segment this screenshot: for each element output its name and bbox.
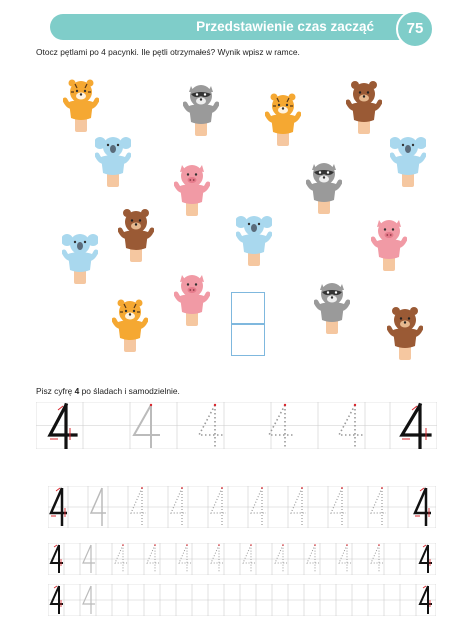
answer-box-bottom[interactable] — [231, 323, 265, 356]
puppet-pig — [174, 272, 210, 326]
writing-row-free[interactable] — [48, 584, 436, 616]
answer-box-top[interactable] — [231, 292, 265, 325]
task2-instruction-before: Pisz cyfrę — [36, 386, 75, 396]
puppet-tiger — [112, 298, 148, 352]
answer-frame[interactable] — [231, 292, 265, 358]
puppet-bear — [118, 208, 154, 262]
page-title: Przedstawienie czas zacząć — [196, 19, 374, 34]
tracing-row-medium[interactable] — [48, 486, 436, 528]
puppet-pig — [174, 162, 210, 216]
puppet-bear — [346, 80, 382, 134]
puppet-koala — [62, 230, 98, 284]
puppet-tiger — [63, 78, 99, 132]
puppet-raccoon — [306, 160, 342, 214]
tracing-row-small[interactable] — [48, 543, 436, 575]
puppet-koala — [95, 133, 131, 187]
task2-instruction — [36, 386, 180, 396]
puppet-bear — [387, 306, 423, 360]
task2-digit: 4 — [74, 386, 80, 396]
page-number-badge: 75 — [396, 10, 434, 48]
page-header — [50, 14, 434, 40]
puppet-raccoon — [183, 82, 219, 136]
puppet-pig — [371, 217, 407, 271]
task2-instruction-after: po śladach i samodzielnie. — [79, 386, 180, 396]
task1-instruction: Otocz pętlami po 4 pacynki. Ile pętli otrzymałeś? Wynik wpisz w ramce. — [36, 47, 300, 57]
puppet-tiger — [265, 92, 301, 146]
puppet-koala — [236, 212, 272, 266]
puppet-raccoon — [314, 280, 350, 334]
puppet-koala — [390, 133, 426, 187]
tracing-row-large[interactable] — [36, 402, 437, 449]
